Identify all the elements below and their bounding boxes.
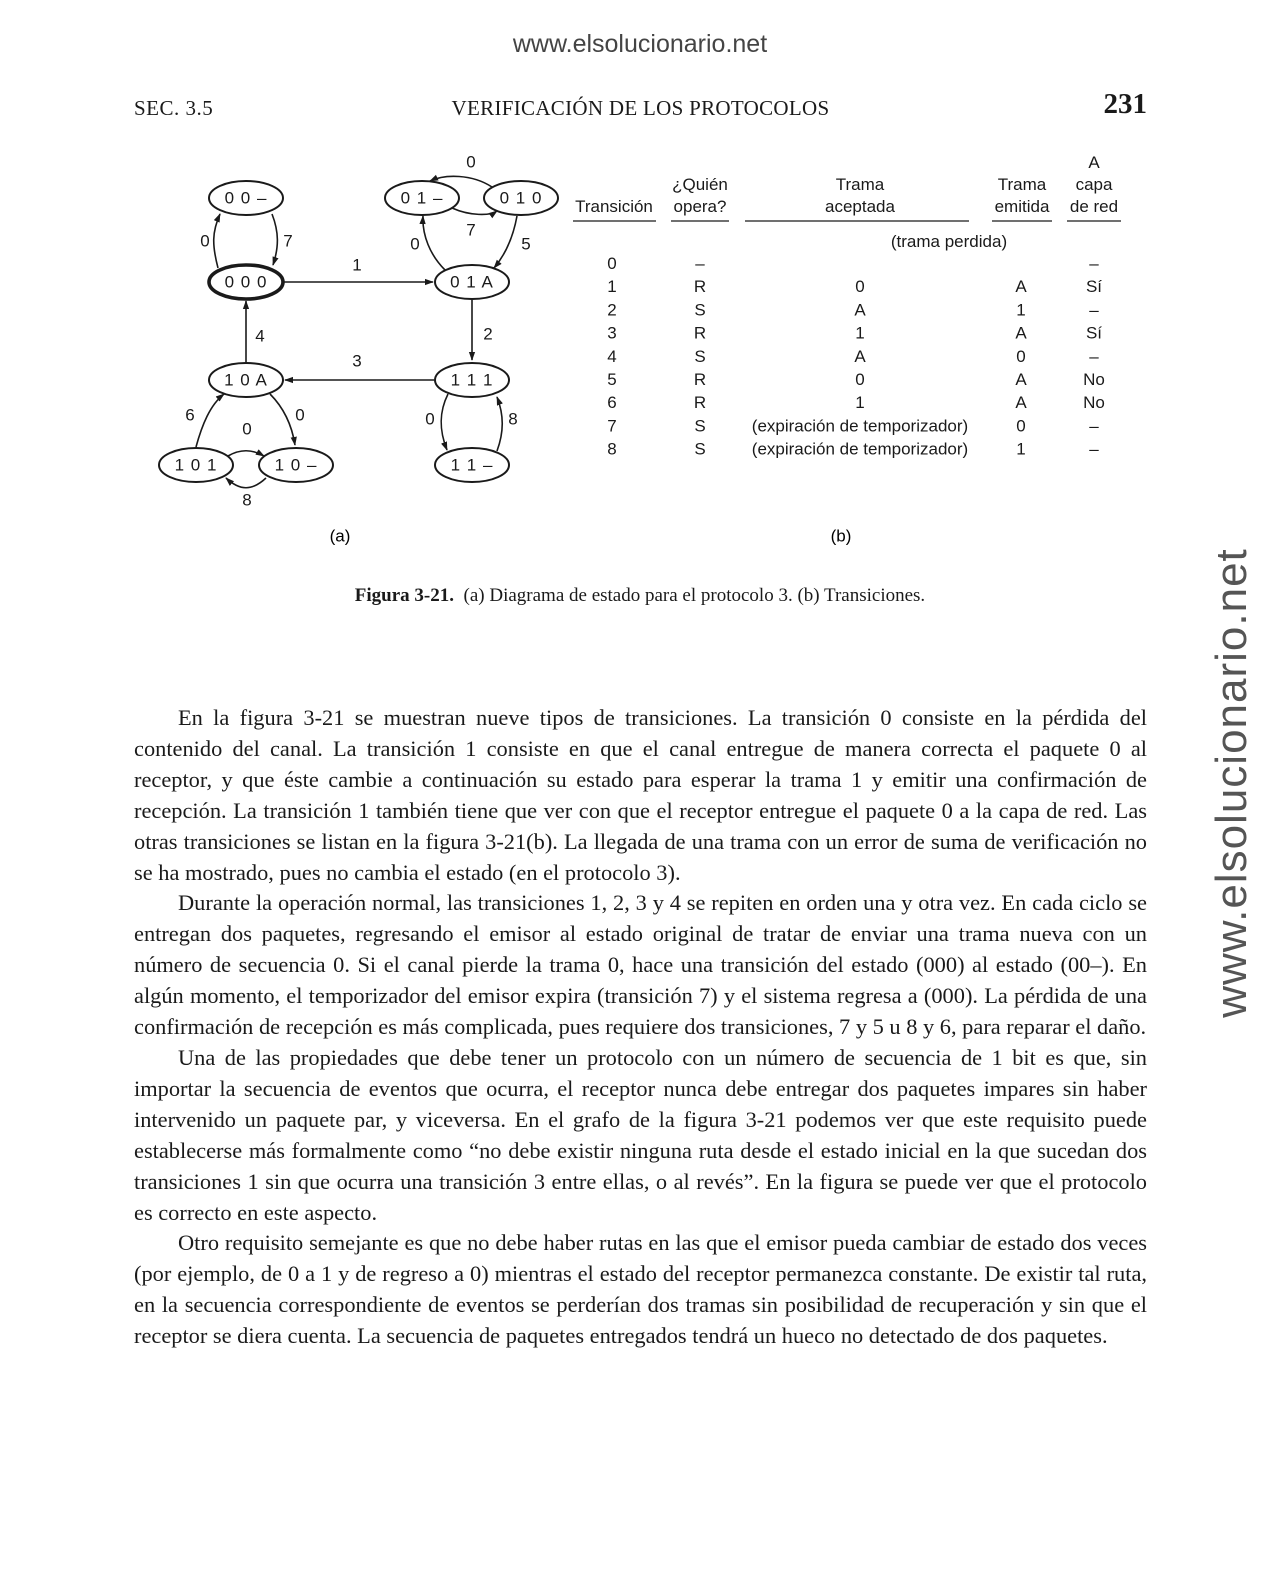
state-label: 0 0 – bbox=[224, 188, 268, 208]
cell-accepted: A bbox=[854, 300, 866, 320]
cell-accepted: 0 bbox=[855, 370, 865, 389]
edge-101-to-10- bbox=[228, 451, 264, 456]
cell-accepted: A bbox=[854, 346, 866, 366]
cell-network-layer: No bbox=[1083, 370, 1105, 389]
table-row bbox=[607, 277, 1102, 296]
cell-transition: 3 bbox=[607, 323, 617, 343]
cell-transition: 1 bbox=[607, 277, 617, 297]
header-trama-aceptada-1: Trama bbox=[835, 175, 885, 194]
state-label: 0 0 0 bbox=[224, 272, 268, 292]
cell-emitted: 0 bbox=[1016, 346, 1026, 366]
figure-3-21 bbox=[0, 140, 1280, 560]
table-row bbox=[607, 300, 1099, 319]
table-row bbox=[607, 440, 1099, 459]
transition-label: 0 bbox=[295, 405, 305, 425]
cell-accepted: (expiración de temporizador) bbox=[751, 439, 969, 459]
cell-emitted: 1 bbox=[1016, 300, 1026, 320]
transitions-table bbox=[573, 153, 1121, 459]
page-header bbox=[134, 88, 1147, 124]
cell-network-layer: – bbox=[1089, 416, 1099, 436]
table-row bbox=[607, 393, 1105, 412]
cell-transition: 2 bbox=[607, 300, 617, 320]
page-number: 231 bbox=[1103, 88, 1147, 120]
header-trama-emitida-2: emitida bbox=[994, 197, 1050, 216]
cell-network-layer: – bbox=[1089, 439, 1099, 459]
state-label: 1 1 1 bbox=[450, 370, 494, 390]
state-diagram bbox=[159, 176, 558, 487]
header-capa-3: de red bbox=[1069, 197, 1119, 216]
header-capa-1: A bbox=[1088, 153, 1100, 172]
cell-network-layer: Sí bbox=[1085, 277, 1103, 297]
state-label: 1 0 1 bbox=[174, 455, 218, 475]
state-label: 1 0 – bbox=[274, 455, 318, 475]
edge-101-to-10A bbox=[196, 394, 224, 447]
header-capa-2: capa bbox=[1075, 175, 1113, 194]
subfigure-label-b: (b) bbox=[830, 526, 852, 546]
paragraph: En la figura 3-21 se muestran nueve tipos de transiciones. La transición 0 consiste en la pérdida del contenido del canal. La transición 1 consiste en que el canal entregue de manera correcta el paquete 0 al receptor, y que éste cambie a continuación su estado para esperar la trama 1 y emitir una confirmación de recepción. La transición 1 también tiene que ver con que el receptor entregue el paquete 0 a la capa de red. Las otras transiciones se listan en la figura 3-21(b). La llegada de una trama con un error de suma de verificación no se ha mostrado, pues no cambia el estado (en el protocolo 3). bbox=[134, 705, 1147, 885]
cell-who: S bbox=[694, 439, 706, 459]
subfigure-label-a: (a) bbox=[329, 526, 351, 546]
cell-emitted: A bbox=[1015, 277, 1027, 297]
transition-label: 5 bbox=[521, 234, 531, 254]
edge-10--to-101 bbox=[226, 478, 266, 488]
cell-transition: 7 bbox=[607, 416, 617, 436]
transition-label: 0 bbox=[200, 231, 210, 251]
state-label: 0 1 – bbox=[400, 188, 444, 208]
lost-frame-note: (trama perdida) bbox=[890, 232, 1008, 251]
cell-who: S bbox=[694, 300, 706, 320]
transition-label: 0 bbox=[425, 409, 435, 429]
cell-emitted: A bbox=[1015, 370, 1027, 389]
paragraph: Una de las propiedades que debe tener un protocolo con un número de secuencia de 1 bit es que, sin importar la secuencia de eventos que ocurra, el receptor nunca debe entregar dos paquetes impares sin haber intervenido un paquete par, y viceversa. En el grafo de la figura 3-21 podemos ver que este requisito puede establecerse más formalmente como “no debe existir ninguna ruta desde el estado inicial en la que sucedan dos transiciones 1 sin que ocurra una transición 3 entre ellas, o al revés”. En la figura se puede ver que el protocolo es correcto en este aspecto. bbox=[134, 1044, 1147, 1225]
header-trama-emitida-1: Trama bbox=[997, 175, 1047, 194]
transition-label: 0 bbox=[466, 152, 476, 172]
transition-label: 7 bbox=[466, 220, 476, 240]
cell-emitted: 1 bbox=[1016, 439, 1026, 459]
cell-emitted: A bbox=[1015, 393, 1027, 413]
transition-label: 8 bbox=[508, 409, 518, 429]
edge-010-to-01A bbox=[494, 216, 517, 268]
transition-label: 2 bbox=[483, 324, 493, 344]
header-quien-1: ¿Quién bbox=[672, 175, 728, 194]
table-row bbox=[607, 347, 1099, 366]
paragraph: Otro requisito semejante es que no debe haber rutas en las que el emisor pueda cambiar de estado dos veces (por ejemplo, de 0 a 1 y de regreso a 0) mientras el estado del receptor permanezca constante. De existir tal ruta, en la secuencia correspondiente de eventos se perderían dos tramas sin posibilidad de recuperación y sin que el receptor se diera cuenta. La secuencia de paquetes entregados tendrá un hueco no detectado de dos paquetes. bbox=[134, 1230, 1147, 1349]
cell-network-layer: Sí bbox=[1085, 323, 1103, 343]
table-row bbox=[607, 254, 1099, 273]
state-label: 0 1 0 bbox=[499, 188, 543, 208]
cell-who: R bbox=[693, 370, 707, 389]
transition-label: 3 bbox=[352, 351, 362, 371]
paragraph: Durante la operación normal, las transiciones 1, 2, 3 y 4 se repiten en orden una y otra vez. En cada ciclo se entregan dos paquetes, regresando el emisor al estado original de tratar de enviar una trama nueva con un número de secuencia 0. Si el canal pierde la trama 0, hace una transición del estado (000) al estado (00–). En algún momento, el temporizador del emisor expira (transición 7) y el sistema regresa a (000). La pérdida de una confirmación de recepción es más complicada, pues requiere dos transiciones, 7 y 5 u 8 y 6, para reparar el daño. bbox=[134, 890, 1147, 1040]
cell-who: S bbox=[694, 346, 706, 366]
cell-emitted: A bbox=[1015, 323, 1027, 343]
cell-network-layer: – bbox=[1089, 300, 1099, 320]
section-number: SEC. 3.5 bbox=[134, 96, 214, 120]
edge-01--to-010 bbox=[452, 208, 497, 214]
cell-transition: 5 bbox=[607, 370, 617, 389]
state-label: 1 1 – bbox=[450, 455, 494, 475]
body-text bbox=[134, 703, 1147, 1352]
transition-label: 0 bbox=[242, 419, 252, 439]
cell-accepted: 0 bbox=[855, 277, 865, 297]
cell-network-layer: No bbox=[1083, 393, 1105, 413]
cell-who: R bbox=[693, 393, 707, 413]
edge-11--to-111 bbox=[497, 397, 502, 451]
transition-label: 8 bbox=[242, 490, 252, 510]
state-label: 1 0 A bbox=[224, 370, 268, 390]
header-quien-2: opera? bbox=[673, 197, 727, 216]
caption-text: (a) Diagrama de estado para el protocolo 3. (b) Transiciones. bbox=[463, 585, 926, 606]
state-label: 0 1 A bbox=[450, 272, 494, 292]
table-rows bbox=[607, 254, 1105, 459]
cell-who: R bbox=[693, 277, 707, 297]
cell-transition: 0 bbox=[607, 254, 617, 273]
transition-label: 6 bbox=[185, 405, 195, 425]
edge-10A-to-10- bbox=[270, 394, 295, 445]
cell-who: – bbox=[695, 254, 705, 273]
watermark-side: www.elsolucionario.net bbox=[1207, 548, 1256, 1018]
edge-000-to-00- bbox=[214, 214, 220, 268]
edge-010-to-01- bbox=[430, 176, 492, 187]
edge-00--to-000 bbox=[272, 214, 277, 265]
cell-network-layer: – bbox=[1089, 346, 1099, 366]
cell-accepted: 1 bbox=[855, 393, 865, 413]
cell-transition: 8 bbox=[607, 439, 617, 459]
figure-caption bbox=[0, 585, 1280, 607]
caption-label: Figura 3-21. bbox=[354, 585, 455, 606]
cell-transition: 6 bbox=[607, 393, 617, 413]
cell-accepted: 1 bbox=[855, 323, 865, 343]
edge-01A-to-01- bbox=[423, 216, 445, 270]
edge-111-to-11- bbox=[441, 394, 448, 450]
header-transicion: Transición bbox=[575, 197, 653, 216]
cell-network-layer: – bbox=[1089, 254, 1099, 273]
cell-who: S bbox=[694, 416, 706, 436]
cell-who: R bbox=[693, 323, 707, 343]
transition-label: 4 bbox=[255, 326, 265, 346]
table-row bbox=[607, 416, 1099, 435]
header-trama-aceptada-2: aceptada bbox=[825, 197, 895, 216]
table-row bbox=[607, 370, 1105, 389]
transition-label: 7 bbox=[283, 231, 293, 251]
cell-accepted: (expiración de temporizador) bbox=[751, 416, 969, 436]
cell-transition: 4 bbox=[607, 346, 617, 366]
cell-emitted: 0 bbox=[1016, 416, 1026, 436]
watermark-top: www.elsolucionario.net bbox=[512, 30, 768, 58]
transition-label: 0 bbox=[410, 234, 420, 254]
running-title: VERIFICACIÓN DE LOS PROTOCOLOS bbox=[451, 96, 830, 120]
table-row bbox=[607, 324, 1102, 343]
transition-label: 1 bbox=[352, 255, 362, 275]
